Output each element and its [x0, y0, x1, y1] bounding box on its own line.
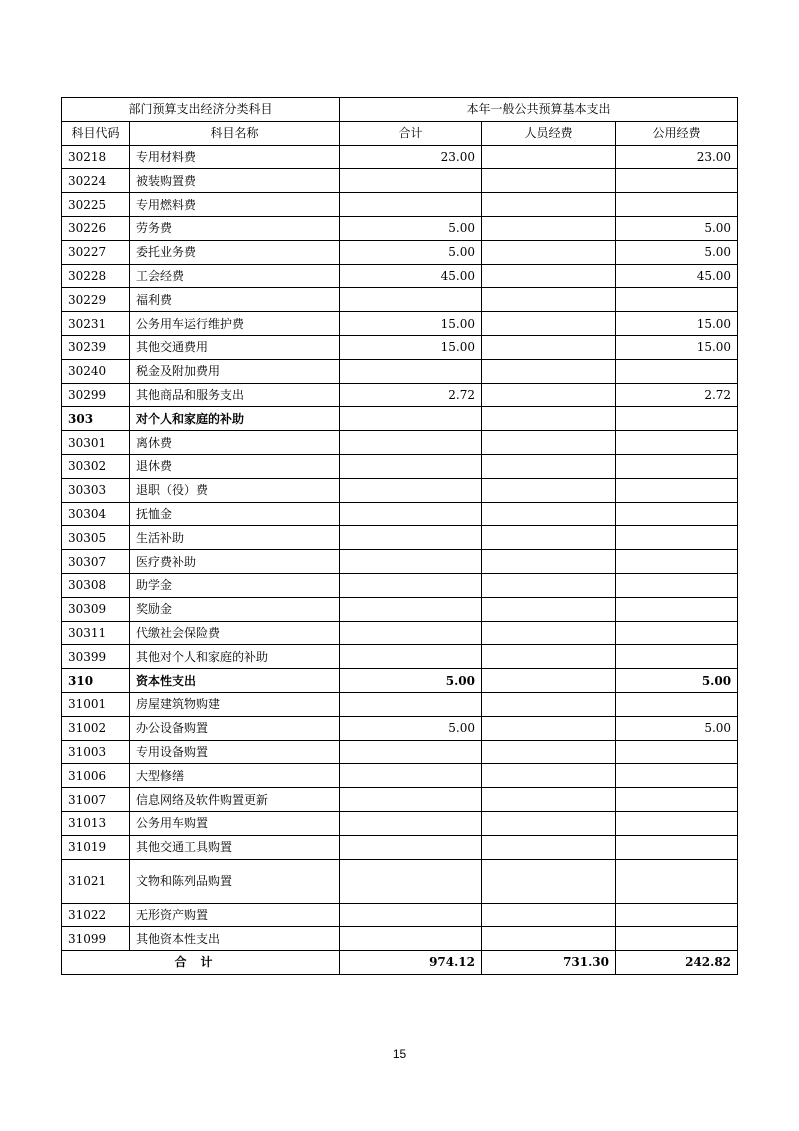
- row-personnel: [482, 811, 616, 835]
- table-row: [62, 288, 738, 312]
- row-personnel: [482, 740, 616, 764]
- row-name: 专用设备购置: [130, 740, 340, 764]
- row-personnel: [482, 264, 616, 288]
- table-row: [62, 431, 738, 455]
- row-public: [616, 193, 738, 217]
- row-name: 退休费: [130, 454, 340, 478]
- row-total: 2.72: [340, 383, 482, 407]
- row-total: [340, 573, 482, 597]
- row-name: 办公设备购置: [130, 716, 340, 740]
- table-row: [62, 621, 738, 645]
- row-total: 15.00: [340, 335, 482, 359]
- row-code: 31013: [62, 811, 130, 835]
- row-total: [340, 903, 482, 927]
- code-column-header: 科目代码: [62, 121, 130, 145]
- row-name: 离休费: [130, 431, 340, 455]
- table-body: [62, 145, 738, 951]
- row-code: 30301: [62, 431, 130, 455]
- row-name: 对个人和家庭的补助: [130, 407, 340, 431]
- row-personnel: [482, 597, 616, 621]
- row-public: [616, 692, 738, 716]
- row-public: [616, 169, 738, 193]
- row-code: 30307: [62, 550, 130, 574]
- row-personnel: [482, 621, 616, 645]
- table-row: [62, 454, 738, 478]
- table-row: [62, 502, 738, 526]
- row-public: [616, 903, 738, 927]
- row-total: 45.00: [340, 264, 482, 288]
- row-public: [616, 788, 738, 812]
- row-code: 30304: [62, 502, 130, 526]
- group-header-row: [62, 98, 738, 122]
- grand-public-value: 242.82: [616, 951, 738, 975]
- table-row: [62, 740, 738, 764]
- row-public: [616, 645, 738, 669]
- row-code: 303: [62, 407, 130, 431]
- row-public: [616, 764, 738, 788]
- row-personnel: [482, 927, 616, 951]
- row-name: 专用材料费: [130, 145, 340, 169]
- row-code: 31007: [62, 788, 130, 812]
- row-public: [616, 288, 738, 312]
- row-personnel: [482, 692, 616, 716]
- row-personnel: [482, 478, 616, 502]
- table-row: [62, 145, 738, 169]
- table-row: [62, 264, 738, 288]
- row-name: 大型修缮: [130, 764, 340, 788]
- row-code: 31021: [62, 859, 130, 903]
- row-code: 30239: [62, 335, 130, 359]
- row-personnel: [482, 788, 616, 812]
- row-name: 代缴社会保险费: [130, 621, 340, 645]
- row-code: 30305: [62, 526, 130, 550]
- table-row: [62, 312, 738, 336]
- table-row: [62, 240, 738, 264]
- table-row: [62, 835, 738, 859]
- grand-personnel-value: 731.30: [482, 951, 616, 975]
- personnel-column-header: 人员经费: [482, 121, 616, 145]
- row-name: 其他商品和服务支出: [130, 383, 340, 407]
- row-name: 抚恤金: [130, 502, 340, 526]
- row-public: 15.00: [616, 312, 738, 336]
- row-total: [340, 788, 482, 812]
- total-row: [62, 951, 738, 975]
- total-label-text: 合计: [174, 955, 227, 970]
- row-total: 15.00: [340, 312, 482, 336]
- row-total: [340, 621, 482, 645]
- row-personnel: [482, 335, 616, 359]
- row-name: 专用燃料费: [130, 193, 340, 217]
- row-name: 其他资本性支出: [130, 927, 340, 951]
- basic-expenditure-header: 本年一般公共预算基本支出: [340, 98, 738, 122]
- row-code: 30227: [62, 240, 130, 264]
- table-row: [62, 903, 738, 927]
- column-header-row: [62, 121, 738, 145]
- row-public: [616, 478, 738, 502]
- row-total: [340, 407, 482, 431]
- row-total: [340, 502, 482, 526]
- row-total: 5.00: [340, 216, 482, 240]
- row-code: 30225: [62, 193, 130, 217]
- row-code: 30226: [62, 216, 130, 240]
- row-public: [616, 502, 738, 526]
- row-public: [616, 621, 738, 645]
- row-name: 其他对个人和家庭的补助: [130, 645, 340, 669]
- row-public: [616, 407, 738, 431]
- table-row: [62, 811, 738, 835]
- row-total: [340, 764, 482, 788]
- row-total: [340, 859, 482, 903]
- row-code: 30228: [62, 264, 130, 288]
- row-personnel: [482, 169, 616, 193]
- row-total: [340, 193, 482, 217]
- row-name: 福利费: [130, 288, 340, 312]
- row-personnel: [482, 835, 616, 859]
- table-row: [62, 859, 738, 903]
- row-name: 劳务费: [130, 216, 340, 240]
- table-row: [62, 788, 738, 812]
- row-code: 31022: [62, 903, 130, 927]
- row-total: [340, 645, 482, 669]
- row-name: 生活补助: [130, 526, 340, 550]
- row-total: [340, 359, 482, 383]
- row-code: 30240: [62, 359, 130, 383]
- row-public: [616, 597, 738, 621]
- row-personnel: [482, 240, 616, 264]
- row-personnel: [482, 383, 616, 407]
- row-personnel: [482, 859, 616, 903]
- row-public: [616, 550, 738, 574]
- row-code: 30299: [62, 383, 130, 407]
- row-total: [340, 811, 482, 835]
- row-total: [340, 478, 482, 502]
- row-code: 30399: [62, 645, 130, 669]
- row-code: 30309: [62, 597, 130, 621]
- row-total: [340, 550, 482, 574]
- row-total: [340, 431, 482, 455]
- table-row: [62, 193, 738, 217]
- row-name: 无形资产购置: [130, 903, 340, 927]
- row-name: 退职（役）费: [130, 478, 340, 502]
- row-total: [340, 526, 482, 550]
- row-personnel: [482, 288, 616, 312]
- row-name: 资本性支出: [130, 669, 340, 693]
- row-code: 30229: [62, 288, 130, 312]
- classification-header: 部门预算支出经济分类科目: [62, 98, 340, 122]
- table-row: [62, 716, 738, 740]
- row-name: 工会经费: [130, 264, 340, 288]
- row-public: 45.00: [616, 264, 738, 288]
- row-personnel: [482, 312, 616, 336]
- row-personnel: [482, 526, 616, 550]
- row-total: [340, 288, 482, 312]
- row-code: 31003: [62, 740, 130, 764]
- row-public: 2.72: [616, 383, 738, 407]
- row-name: 公务用车购置: [130, 811, 340, 835]
- row-code: 31001: [62, 692, 130, 716]
- table-row: [62, 478, 738, 502]
- row-personnel: [482, 216, 616, 240]
- table-row: [62, 573, 738, 597]
- row-code: 310: [62, 669, 130, 693]
- row-public: 5.00: [616, 669, 738, 693]
- row-name: 公务用车运行维护费: [130, 312, 340, 336]
- row-total: [340, 835, 482, 859]
- row-public: [616, 454, 738, 478]
- row-public: 15.00: [616, 335, 738, 359]
- table-row: [62, 383, 738, 407]
- row-personnel: [482, 645, 616, 669]
- row-personnel: [482, 193, 616, 217]
- row-name: 其他交通费用: [130, 335, 340, 359]
- budget-table: [61, 97, 738, 975]
- row-personnel: [482, 669, 616, 693]
- table-row: [62, 927, 738, 951]
- row-personnel: [482, 431, 616, 455]
- table-row: [62, 669, 738, 693]
- row-personnel: [482, 454, 616, 478]
- row-personnel: [482, 359, 616, 383]
- row-name: 其他交通工具购置: [130, 835, 340, 859]
- row-public: [616, 359, 738, 383]
- row-public: [616, 740, 738, 764]
- table-row: [62, 216, 738, 240]
- row-public: [616, 811, 738, 835]
- row-total: 5.00: [340, 240, 482, 264]
- page-number: 15: [392, 1047, 407, 1061]
- public-column-header: 公用经费: [616, 121, 738, 145]
- row-code: 30231: [62, 312, 130, 336]
- row-personnel: [482, 716, 616, 740]
- table-row: [62, 645, 738, 669]
- row-public: 5.00: [616, 240, 738, 264]
- row-public: 23.00: [616, 145, 738, 169]
- row-public: [616, 573, 738, 597]
- row-code: 31002: [62, 716, 130, 740]
- row-name: 被装购置费: [130, 169, 340, 193]
- row-public: [616, 431, 738, 455]
- row-code: 30303: [62, 478, 130, 502]
- row-personnel: [482, 764, 616, 788]
- grand-total-value: 974.12: [340, 951, 482, 975]
- row-personnel: [482, 550, 616, 574]
- table-row: [62, 764, 738, 788]
- row-code: 30224: [62, 169, 130, 193]
- row-name: 医疗费补助: [130, 550, 340, 574]
- row-name: 奖励金: [130, 597, 340, 621]
- total-column-header: 合计: [340, 121, 482, 145]
- row-personnel: [482, 903, 616, 927]
- row-personnel: [482, 145, 616, 169]
- row-total: [340, 454, 482, 478]
- row-total: [340, 692, 482, 716]
- row-total: 5.00: [340, 669, 482, 693]
- table-row: [62, 335, 738, 359]
- total-row-label: [62, 951, 340, 975]
- row-public: 5.00: [616, 716, 738, 740]
- row-code: 31099: [62, 927, 130, 951]
- row-code: 30311: [62, 621, 130, 645]
- row-total: 5.00: [340, 716, 482, 740]
- table-row: [62, 550, 738, 574]
- table-row: [62, 359, 738, 383]
- row-public: [616, 835, 738, 859]
- row-code: 31006: [62, 764, 130, 788]
- table-row: [62, 692, 738, 716]
- row-total: [340, 597, 482, 621]
- row-name: 文物和陈列品购置: [130, 859, 340, 903]
- row-code: 30302: [62, 454, 130, 478]
- row-total: [340, 169, 482, 193]
- row-name: 助学金: [130, 573, 340, 597]
- row-name: 房屋建筑物购建: [130, 692, 340, 716]
- row-public: [616, 526, 738, 550]
- row-code: 30308: [62, 573, 130, 597]
- name-column-header: 科目名称: [130, 121, 340, 145]
- row-public: 5.00: [616, 216, 738, 240]
- row-code: 30218: [62, 145, 130, 169]
- table-row: [62, 169, 738, 193]
- row-personnel: [482, 407, 616, 431]
- table-row: [62, 526, 738, 550]
- row-public: [616, 859, 738, 903]
- table-row: [62, 407, 738, 431]
- row-personnel: [482, 502, 616, 526]
- row-name: 信息网络及软件购置更新: [130, 788, 340, 812]
- row-name: 委托业务费: [130, 240, 340, 264]
- row-total: [340, 927, 482, 951]
- row-public: [616, 927, 738, 951]
- row-code: 31019: [62, 835, 130, 859]
- row-total: [340, 740, 482, 764]
- row-total: 23.00: [340, 145, 482, 169]
- row-name: 税金及附加费用: [130, 359, 340, 383]
- row-personnel: [482, 573, 616, 597]
- table-row: [62, 597, 738, 621]
